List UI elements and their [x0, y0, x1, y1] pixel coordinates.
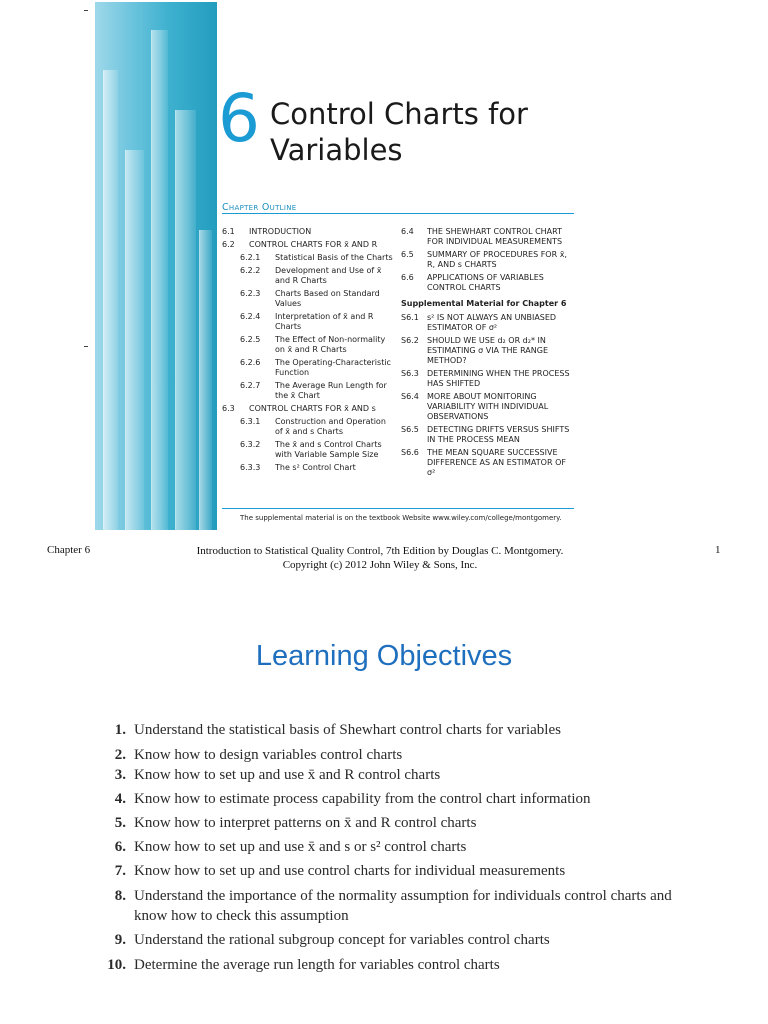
supplemental-item — [401, 448, 573, 478]
outline-item-number: 6.4 — [401, 227, 414, 236]
objective-number: 3. — [114, 767, 126, 783]
outline-item-number: 6.5 — [401, 250, 414, 259]
outline-item — [222, 417, 394, 437]
objective-text: Determine the average run length for variables control charts — [134, 957, 500, 973]
objective-number: 7. — [114, 863, 126, 879]
footnote-divider — [222, 508, 574, 509]
outline-item — [222, 404, 394, 414]
outline-item-number: 6.2.7 — [240, 381, 261, 390]
footer-page-number: 1 — [715, 544, 721, 556]
outline-item-text: The s² Control Chart — [275, 463, 356, 472]
outline-item-number: 6.3.3 — [240, 463, 261, 472]
outline-item — [222, 463, 394, 473]
chapter-cover-image — [95, 2, 217, 530]
outline-item-text: CONTROL CHARTS FOR x̄ AND s — [249, 404, 376, 413]
outline-item-text: INTRODUCTION — [249, 227, 312, 236]
outline-item — [222, 381, 394, 401]
outline-item-text: SUMMARY OF PROCEDURES FOR x̄, R, AND s CHARTS — [427, 250, 567, 269]
objective-text: Know how to set up and use x̄ and s or s² control charts — [134, 839, 467, 855]
supplemental-item — [401, 425, 573, 445]
outline-item-text: The Effect of Non-normality on x̄ and R Charts — [275, 335, 386, 354]
outline-left-column — [222, 227, 394, 476]
supplemental-item-text: DETERMINING WHEN THE PROCESS HAS SHIFTED — [427, 369, 570, 388]
outline-item-number: 6.2.5 — [240, 335, 261, 344]
outline-item — [222, 440, 394, 460]
outline-item — [222, 227, 394, 237]
supplemental-title: Supplemental Material for Chapter 6 — [401, 299, 567, 308]
outline-item-number: 6.3.2 — [240, 440, 261, 449]
margin-tick — [84, 346, 88, 347]
objective-number: 4. — [114, 791, 126, 807]
supplemental-item — [401, 336, 573, 366]
outline-item — [222, 289, 394, 309]
outline-item-text: Interpretation of x̄ and R Charts — [275, 312, 374, 331]
outline-item-number: 6.6 — [401, 273, 414, 282]
outline-item — [222, 358, 394, 378]
outline-divider — [222, 213, 574, 214]
outline-item-number: 6.2.6 — [240, 358, 261, 367]
outline-item-number: 6.2.4 — [240, 312, 261, 321]
outline-item-text: The Operating-Characteristic Function — [275, 358, 391, 377]
supplemental-item-text: SHOULD WE USE d₂ OR d₂* IN ESTIMATING σ VIA THE RANGE METHOD? — [427, 336, 549, 365]
outline-item-text: Development and Use of x̄ and R Charts — [275, 266, 382, 285]
outline-item — [401, 227, 573, 247]
objective-text: Know how to design variables control charts — [134, 747, 403, 763]
chapter-outline-heading: Chapter Outline — [222, 202, 297, 213]
objective-number: 10. — [107, 957, 126, 973]
objective-number: 5. — [114, 815, 126, 831]
supplemental-item-text: MORE ABOUT MONITORING VARIABILITY WITH INDIVIDUAL OBSERVATIONS — [427, 392, 549, 421]
outline-item-text: Construction and Operation of x̄ and s Charts — [275, 417, 386, 436]
footer-citation — [150, 544, 610, 572]
margin-tick — [84, 10, 88, 11]
footer-citation-line: Introduction to Statistical Quality Control, 7th Edition by Douglas C. Montgomery. — [196, 545, 564, 557]
objective-number: 9. — [114, 932, 126, 948]
objective-number: 8. — [114, 888, 126, 904]
outline-item-text: The x̄ and s Control Charts with Variable Sample Size — [275, 440, 382, 459]
supplemental-item-number: S6.2 — [401, 336, 419, 345]
chapter-title-line: Variables — [270, 133, 403, 167]
objective-text: Know how to set up and use x̄ and R control charts — [134, 767, 441, 783]
outline-item-number: 6.2.1 — [240, 253, 261, 262]
outline-item — [222, 266, 394, 286]
supplemental-item-number: S6.3 — [401, 369, 419, 378]
outline-item-text: THE SHEWHART CONTROL CHART FOR INDIVIDUAL MEASUREMENTS — [427, 227, 563, 246]
footer-copyright-line: Copyright (c) 2012 John Wiley & Sons, Inc. — [282, 559, 478, 571]
chapter-title — [270, 96, 600, 168]
footer-chapter: Chapter 6 — [47, 544, 91, 556]
outline-item — [222, 253, 394, 263]
outline-item-number: 6.1 — [222, 227, 235, 236]
outline-item-text: The Average Run Length for the x̄ Chart — [275, 381, 387, 400]
outline-item-text: APPLICATIONS OF VARIABLES CONTROL CHARTS — [427, 273, 544, 292]
outline-right-column — [401, 227, 573, 481]
objective-text: Know how to set up and use control charts for individual measurements — [134, 863, 566, 879]
supplemental-item — [401, 392, 573, 422]
supplemental-footnote: The supplemental material is on the textbook Website www.wiley.com/college/montgomery. — [240, 514, 562, 522]
outline-item-number: 6.2 — [222, 240, 235, 249]
objective-text: Understand the statistical basis of Shewhart control charts for variables — [134, 722, 561, 738]
objective-number: 6. — [114, 839, 126, 855]
outline-item — [222, 240, 394, 250]
supplemental-item — [401, 313, 573, 333]
objective-text: Understand the rational subgroup concept for variables control charts — [134, 932, 550, 948]
outline-item-text: CONTROL CHARTS FOR x̄ AND R — [249, 240, 378, 249]
supplemental-item-text: s² IS NOT ALWAYS AN UNBIASED ESTIMATOR OF σ² — [427, 313, 557, 332]
supplemental-item-number: S6.6 — [401, 448, 419, 457]
outline-item-number: 6.2.3 — [240, 289, 261, 298]
outline-item — [222, 335, 394, 355]
supplemental-item-number: S6.4 — [401, 392, 419, 401]
supplemental-item-text: THE MEAN SQUARE SUCCESSIVE DIFFERENCE AS AN ESTIMATOR OF σ² — [427, 448, 566, 477]
outline-item-number: 6.2.2 — [240, 266, 261, 275]
objective-number: 1. — [114, 722, 126, 738]
outline-item — [401, 250, 573, 270]
outline-item — [222, 312, 394, 332]
supplemental-item — [401, 369, 573, 389]
outline-item-number: 6.3.1 — [240, 417, 261, 426]
outline-item-text: Statistical Basis of the Charts — [275, 253, 393, 262]
supplemental-item-number: S6.5 — [401, 425, 419, 434]
learning-objectives-title: Learning Objectives — [255, 640, 513, 672]
outline-item — [401, 273, 573, 293]
supplemental-item-text: DETECTING DRIFTS VERSUS SHIFTS IN THE PROCESS MEAN — [427, 425, 570, 444]
chapter-number: 6 — [218, 80, 258, 157]
supplemental-item-number: S6.1 — [401, 313, 419, 322]
outline-item-number: 6.3 — [222, 404, 235, 413]
objective-text: Understand the importance of the normality assumption for individuals control charts and know how to check this assumption — [134, 888, 672, 924]
objective-text: Know how to estimate process capability from the control chart information — [134, 791, 591, 807]
objective-number: 2. — [114, 747, 126, 763]
chapter-title-line: Control Charts for — [270, 97, 528, 131]
objective-text: Know how to interpret patterns on x̄ and R control charts — [134, 815, 477, 831]
outline-item-text: Charts Based on Standard Values — [275, 289, 380, 308]
